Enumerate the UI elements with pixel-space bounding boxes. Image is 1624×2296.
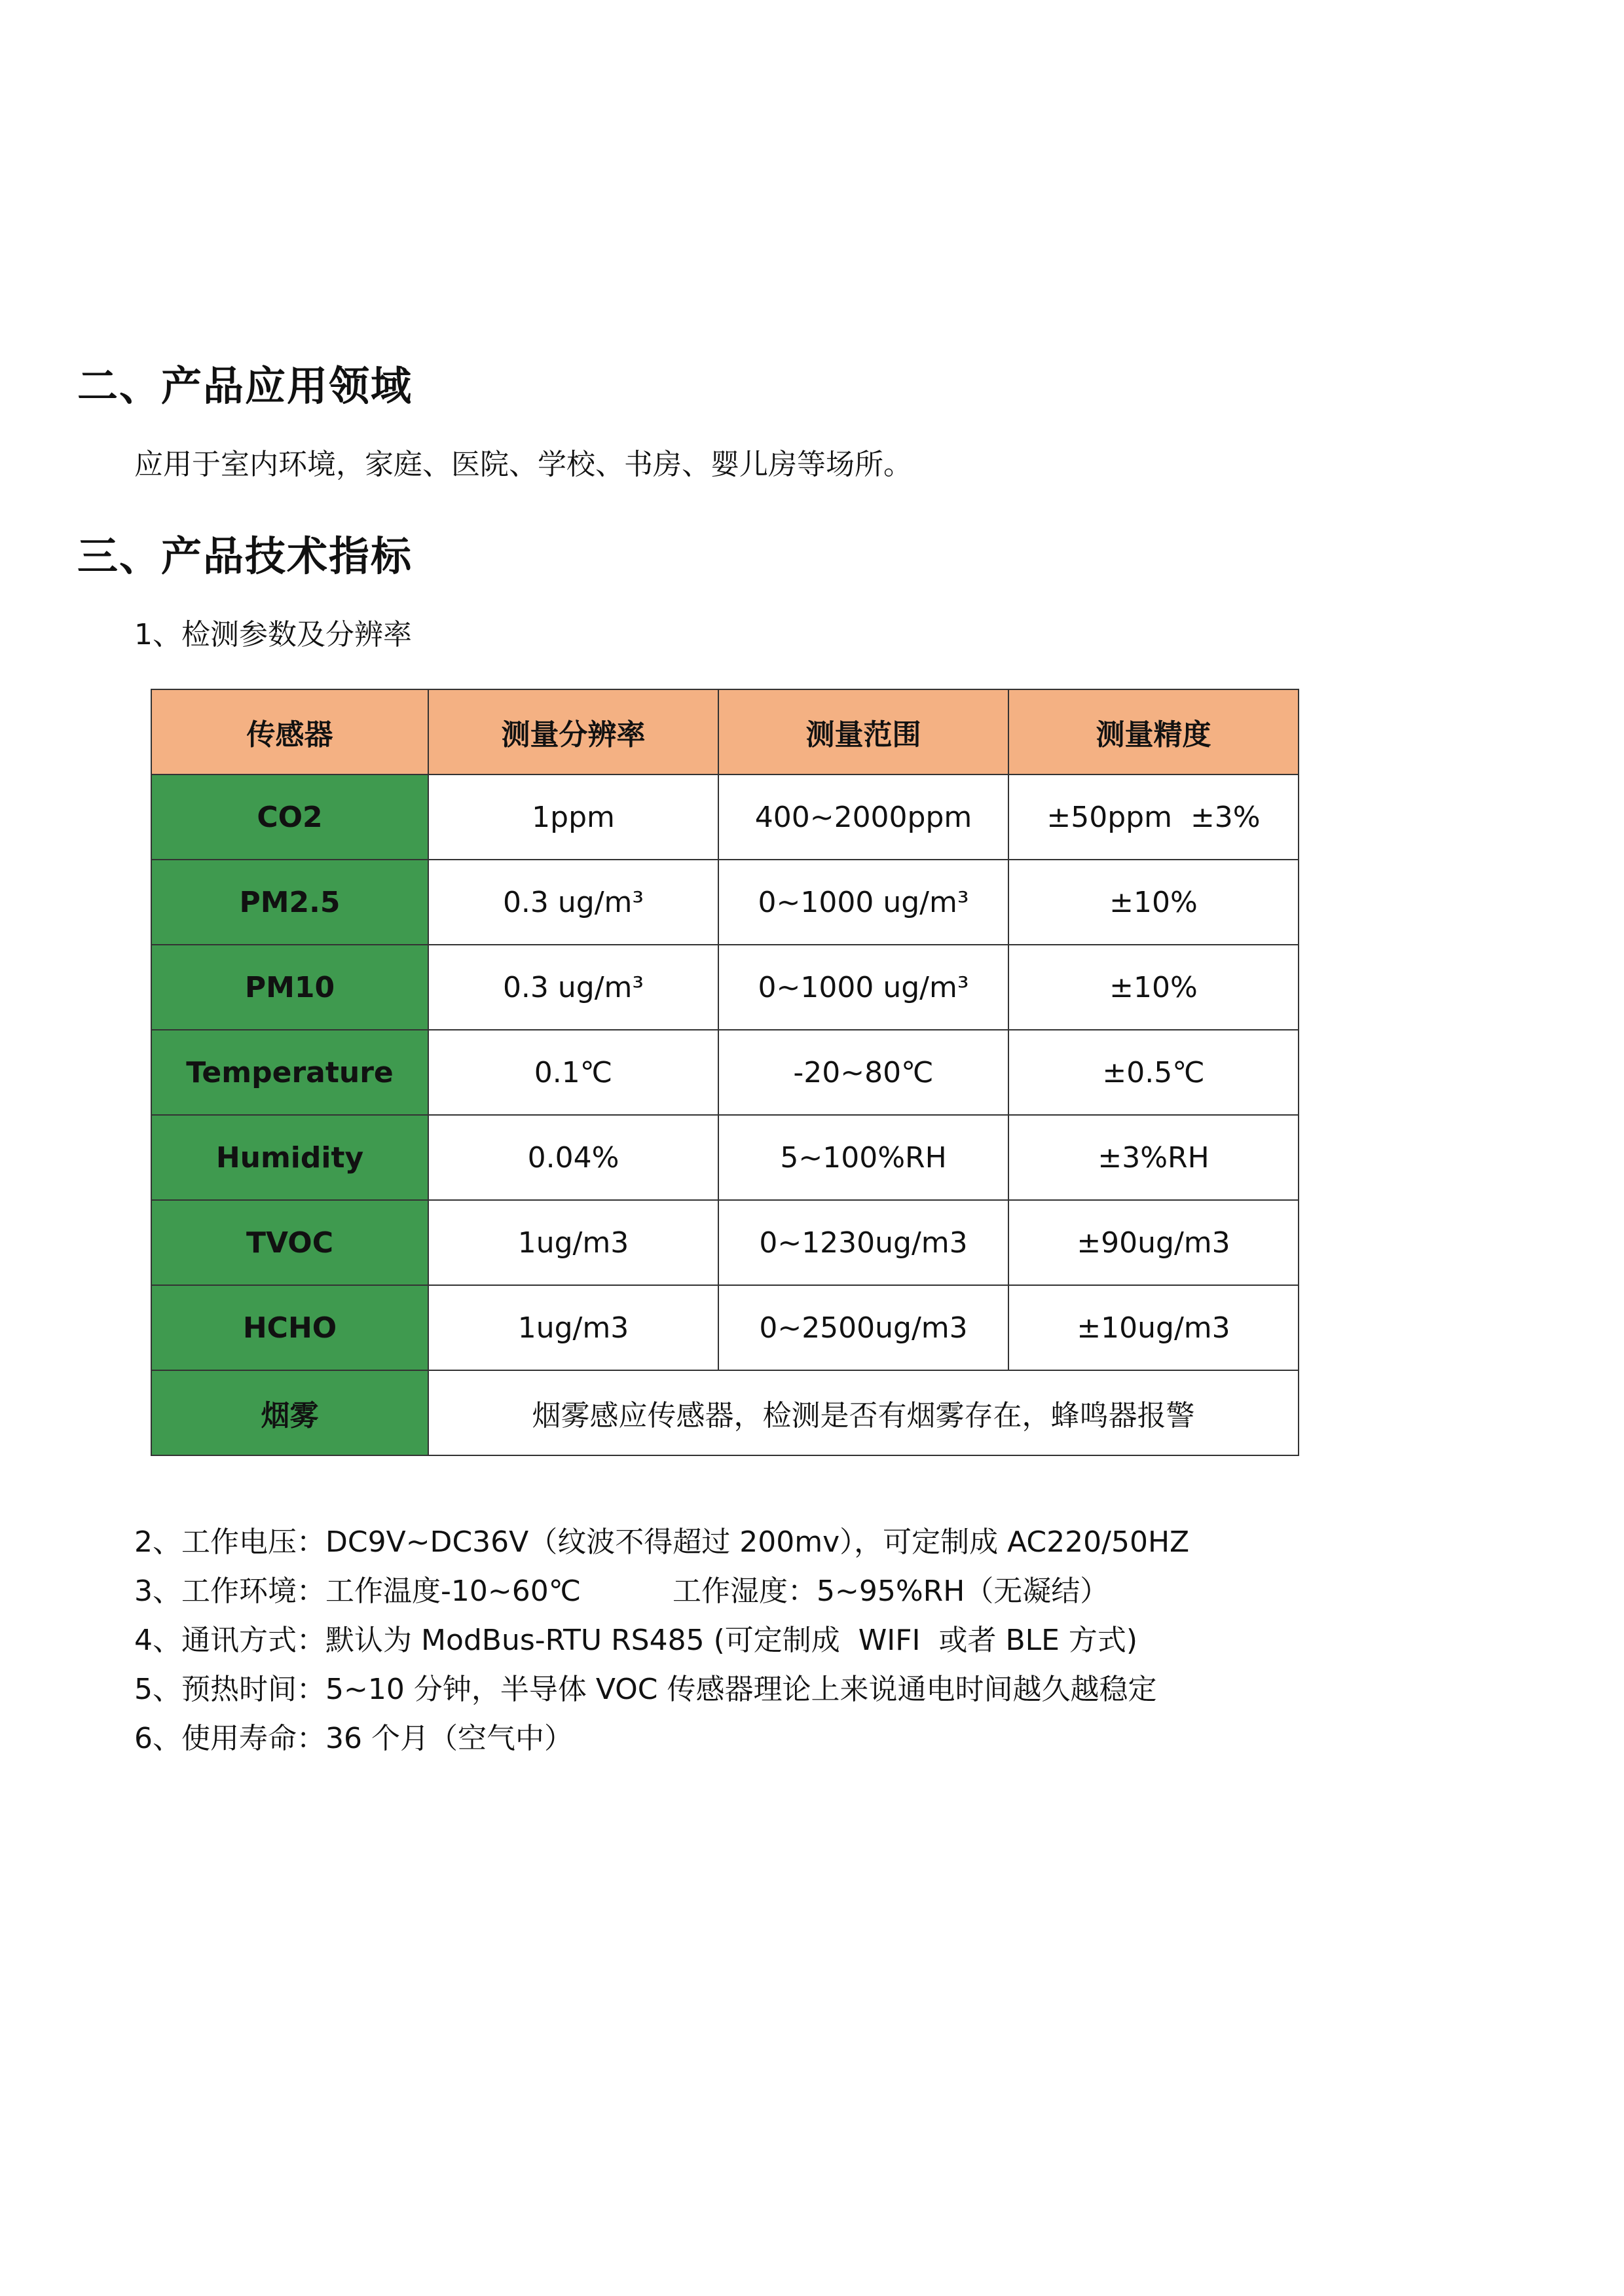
table-cell: 0~1000 ug/m³ [718,860,1008,945]
section-3-title: 三、产品技术指标 [77,532,413,580]
spec-table [151,689,1299,1456]
spec-item-lifetime: 6、使用寿命：36 个月（空气中） [134,1722,573,1755]
table-cell: ±90ug/m3 [1008,1200,1299,1285]
section-2-title: 二、产品应用领域 [77,362,413,410]
table-cell: 0~1000 ug/m³ [718,945,1008,1030]
sensor-label-co2: CO2 [151,774,428,860]
header-cell-resolution: 测量分辨率 [428,689,718,774]
table-row [151,1200,1299,1285]
sensor-label-temperature: Temperature [151,1030,428,1115]
spec-item-preheat: 5、预热时间：5~10 分钟，半导体 VOC 传感器理论上来说通电时间越久越稳定 [134,1673,1157,1706]
header-cell-sensor: 传感器 [151,689,428,774]
table-cell: ±0.5℃ [1008,1030,1299,1115]
table-cell: ±50ppm ±3% [1008,774,1299,860]
sensor-label-pm10: PM10 [151,945,428,1030]
table-cell: 0~2500ug/m3 [718,1285,1008,1370]
table-header-row [151,689,1299,774]
table-row [151,774,1299,860]
table-cell: ±10ug/m3 [1008,1285,1299,1370]
section-3-subtitle: 1、检测参数及分辨率 [134,618,412,651]
sensor-label-smoke: 烟雾 [151,1370,428,1455]
table-row [151,1285,1299,1370]
table-cell: 1ug/m3 [428,1200,718,1285]
table-row [151,1030,1299,1115]
table-row [151,860,1299,945]
sensor-label-humidity: Humidity [151,1115,428,1200]
section-2-body: 应用于室内环境，家庭、医院、学校、书房、婴儿房等场所。 [134,448,912,481]
table-cell: 0.1℃ [428,1030,718,1115]
table-cell: -20~80℃ [718,1030,1008,1115]
header-cell-accuracy: 测量精度 [1008,689,1299,774]
table-cell: 0.3 ug/m³ [428,945,718,1030]
spec-item-environment: 3、工作环境：工作温度-10~60℃ 工作湿度：5~95%RH（无凝结） [134,1575,1109,1608]
smoke-description: 烟雾感应传感器，检测是否有烟雾存在，蜂鸣器报警 [428,1370,1299,1455]
spec-item-communication: 4、通讯方式：默认为 ModBus-RTU RS485 (可定制成 WIFI 或者 BLE 方式) [134,1624,1138,1657]
table-cell: 1ug/m3 [428,1285,718,1370]
table-cell: 5~100%RH [718,1115,1008,1200]
table-cell: 0~1230ug/m3 [718,1200,1008,1285]
header-cell-range: 测量范围 [718,689,1008,774]
table-cell: 1ppm [428,774,718,860]
table-row [151,1370,1299,1455]
table-cell: ±3%RH [1008,1115,1299,1200]
sensor-label-hcho: HCHO [151,1285,428,1370]
spec-item-voltage: 2、工作电压：DC9V~DC36V（纹波不得超过 200mv），可定制成 AC220/50HZ [134,1525,1190,1559]
table-cell: ±10% [1008,945,1299,1030]
table-cell: 0.3 ug/m³ [428,860,718,945]
table-row [151,945,1299,1030]
sensor-label-pm25: PM2.5 [151,860,428,945]
table-row [151,1115,1299,1200]
table-cell: 0.04% [428,1115,718,1200]
table-cell: ±10% [1008,860,1299,945]
sensor-label-tvoc: TVOC [151,1200,428,1285]
table-cell: 400~2000ppm [718,774,1008,860]
